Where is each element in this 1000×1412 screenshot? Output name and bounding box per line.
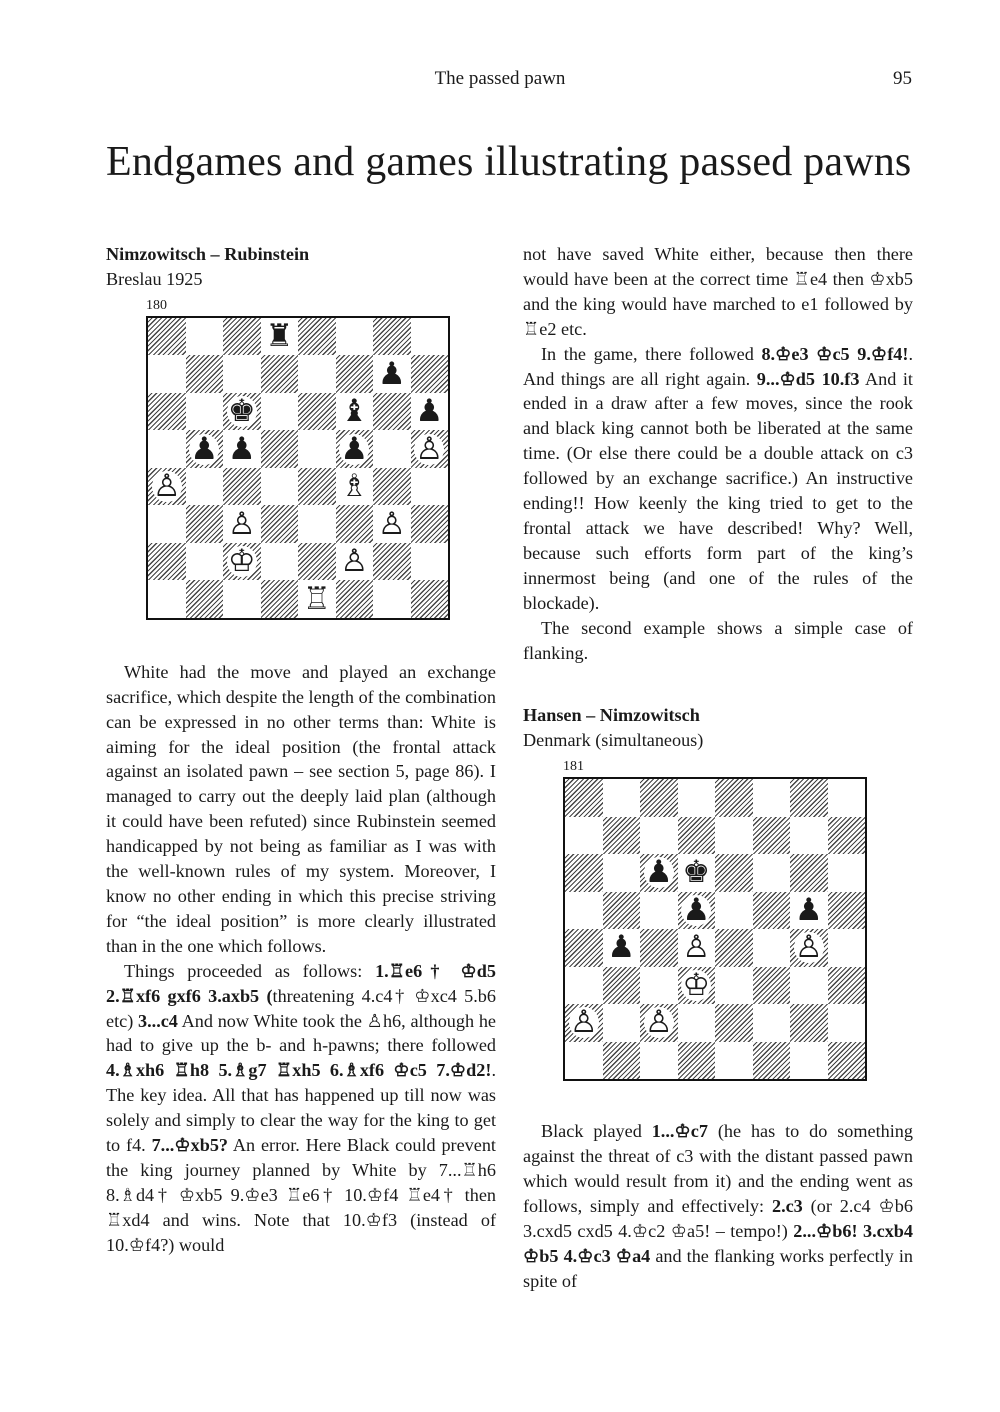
square-f3	[336, 505, 374, 543]
square-h8	[411, 318, 449, 356]
piece-d5: ♟	[682, 891, 711, 928]
square-a3	[565, 967, 603, 1005]
square-f7	[753, 817, 791, 855]
text-run: And it ended in a draw after a few moves, since the rook and black king cannot both be liberated at the same time. (Or else there could be a double attack on c3 followed by an exchange sacrifice.) An instructive ending!! How keenly the king tried to get to the frontal attack we have described! Why? Well, because such efforts form part of the king’s innermost being (and one of the rules of the blockade).	[523, 368, 913, 613]
square-d6	[261, 393, 299, 431]
text-run: An error. Here Black could prevent the king journey planned by White by 7...♖h6 8.♗d4† ♔xb5 9.♔e3 ♖e6† 10.♔f4 ♖e4† then ♖xd4 and wins. Note that 10.♔f3 (instead of 10.♔f4?) would	[106, 1135, 496, 1255]
square-a3	[148, 505, 186, 543]
piece-b4: ♟	[607, 929, 636, 966]
square-c2	[223, 543, 261, 581]
square-a8	[148, 318, 186, 356]
square-e8	[715, 779, 753, 817]
square-g2	[790, 1004, 828, 1042]
square-d3	[261, 505, 299, 543]
square-g2	[373, 543, 411, 581]
piece-f4: ♗	[340, 468, 369, 505]
square-e7	[298, 355, 336, 393]
square-h5	[411, 430, 449, 468]
text-run: Black played	[541, 1121, 652, 1142]
text-run: 2.c3	[771, 1195, 803, 1216]
square-a2	[148, 543, 186, 581]
square-h5	[828, 892, 866, 930]
square-h1	[828, 1042, 866, 1080]
square-d4	[678, 929, 716, 967]
square-f2	[336, 543, 374, 581]
text-run: (he has to do something against the threat of c3 with the distant passed pawn which would result from it) and the ending went as follows, simply and effectively:	[523, 1121, 913, 1216]
square-h3	[828, 967, 866, 1005]
running-head-title: The passed pawn	[434, 68, 566, 89]
piece-c3: ♙	[227, 505, 256, 542]
text-run: 1.♖e6† ♔d5 2.♖xf6 gxf6 3.axb5 (	[106, 960, 496, 1006]
square-h2	[411, 543, 449, 581]
square-c4	[223, 468, 261, 506]
square-d2	[678, 1004, 716, 1042]
square-c1	[223, 580, 261, 618]
text-run: 2...♔b6! 3.cxb4 ♔b5 4.♔c3 ♔a4	[523, 1220, 914, 1266]
square-g6	[790, 854, 828, 892]
square-f8	[336, 318, 374, 356]
right-paragraph-3: The second example shows a simple case of flanking.	[523, 617, 913, 663]
piece-c2: ♙	[644, 1004, 673, 1041]
square-b7	[186, 355, 224, 393]
square-e2	[298, 543, 336, 581]
square-c7	[223, 355, 261, 393]
square-g6	[373, 393, 411, 431]
square-g7	[373, 355, 411, 393]
square-c8	[223, 318, 261, 356]
square-b6	[603, 854, 641, 892]
right-paragraph-1: not have saved White either, because then there would have been at the correct time ♖e4 then ♔xb5 and the king would have marched to e1 followed by ♖e2 etc.	[523, 244, 913, 339]
square-h6	[828, 854, 866, 892]
game1-event: Breslau 1925	[106, 268, 203, 289]
square-f5	[336, 430, 374, 468]
square-c8	[640, 779, 678, 817]
square-b5	[186, 430, 224, 468]
square-a4	[148, 468, 186, 506]
square-e4	[715, 929, 753, 967]
square-h4	[411, 468, 449, 506]
diagram-181-number: 181	[563, 759, 584, 775]
square-b6	[186, 393, 224, 431]
square-d8	[261, 318, 299, 356]
piece-h5: ♙	[415, 430, 444, 467]
left-paragraph-1: White had the move and played an exchange sacrifice, which despite the length of the combination can be expressed in no other terms than: White is aiming for the ideal position (the frontal attack against an isolated pawn – see section 5, page 86). I managed to carry out the deeply laid plan (although it could have been refuted) since Rubinstein seemed handicapped by not being as familiar as I was with the well-known rules of my system. Moreover, I know no other ending in which this precise striving for “the ideal position” is more clearly illustrated than in the one which follows.	[106, 661, 496, 956]
square-g1	[790, 1042, 828, 1080]
square-e1	[298, 580, 336, 618]
text-run: In the game, there followed	[541, 343, 762, 364]
square-d4	[261, 468, 299, 506]
square-c3	[223, 505, 261, 543]
square-c5	[223, 430, 261, 468]
square-d7	[261, 355, 299, 393]
square-b5	[603, 892, 641, 930]
square-b4	[603, 929, 641, 967]
square-g4	[790, 929, 828, 967]
square-g3	[790, 967, 828, 1005]
square-f8	[753, 779, 791, 817]
piece-a4: ♙	[152, 468, 181, 505]
square-e5	[715, 892, 753, 930]
square-e5	[298, 430, 336, 468]
square-f7	[336, 355, 374, 393]
chapter-title: Endgames and games illustrating passed pawns	[106, 139, 912, 185]
square-f1	[336, 580, 374, 618]
text-run: 4.♗xh6 ♖h8 5.♗g7 ♖xh5 6.♗xf6 ♔c5 7.♔d2!	[106, 1060, 492, 1081]
diagram-180	[146, 298, 496, 620]
square-e2	[715, 1004, 753, 1042]
square-h1	[411, 580, 449, 618]
square-d1	[678, 1042, 716, 1080]
square-f4	[336, 468, 374, 506]
square-h8	[828, 779, 866, 817]
square-b2	[603, 1004, 641, 1042]
text-run: And now White took the ♙h6, although he had to give up the b- and h-pawns; there followed	[106, 1010, 496, 1056]
square-b4	[186, 468, 224, 506]
square-d8	[678, 779, 716, 817]
square-d5	[261, 430, 299, 468]
square-f2	[753, 1004, 791, 1042]
chess-board-180	[146, 316, 450, 620]
square-c2	[640, 1004, 678, 1042]
square-h7	[828, 817, 866, 855]
square-e3	[715, 967, 753, 1005]
square-f6	[753, 854, 791, 892]
square-e7	[715, 817, 753, 855]
square-d7	[678, 817, 716, 855]
text-run: Things proceeded as follows:	[124, 960, 376, 981]
text-run: 1...♔c7	[651, 1121, 708, 1142]
piece-d4: ♙	[682, 929, 711, 966]
square-f4	[753, 929, 791, 967]
square-d5	[678, 892, 716, 930]
diagram-181	[563, 759, 913, 1081]
right-paragraph-4	[523, 1119, 913, 1293]
square-g5	[790, 892, 828, 930]
text-run: (or 2.c4 ♔b6 3.cxd5 cxd5 4.♔c2 ♔a5! – tempo!)	[523, 1195, 913, 1241]
piece-d3: ♔	[682, 966, 711, 1003]
square-h4	[828, 929, 866, 967]
square-g8	[373, 318, 411, 356]
left-paragraph-2	[106, 959, 496, 1258]
square-g3	[373, 505, 411, 543]
text-run: 9...♔d5 10.f3	[756, 368, 860, 389]
piece-f6: ♝	[340, 393, 369, 430]
square-h6	[411, 393, 449, 431]
piece-f5: ♟	[340, 430, 369, 467]
square-c3	[640, 967, 678, 1005]
diagram-180-number: 180	[146, 297, 167, 313]
square-b1	[603, 1042, 641, 1080]
page-number: 95	[893, 68, 912, 89]
square-g7	[790, 817, 828, 855]
square-a7	[148, 355, 186, 393]
square-e8	[298, 318, 336, 356]
text-run: . The key idea. All that has happened up till now was solely and simply to clear the way for the king to get to f4.	[106, 1060, 496, 1156]
text-run: 3...c4	[138, 1010, 178, 1031]
square-c5	[640, 892, 678, 930]
square-h3	[411, 505, 449, 543]
square-a8	[565, 779, 603, 817]
piece-d8: ♜	[265, 318, 294, 355]
square-a5	[148, 430, 186, 468]
square-a4	[565, 929, 603, 967]
square-a1	[565, 1042, 603, 1080]
square-e4	[298, 468, 336, 506]
text-run: . And things are all right again.	[523, 343, 913, 389]
square-g1	[373, 580, 411, 618]
square-b7	[603, 817, 641, 855]
text-run: and the flanking works perfectly in spite of	[523, 1245, 913, 1291]
square-f1	[753, 1042, 791, 1080]
piece-c2: ♔	[227, 543, 256, 580]
piece-c6: ♚	[227, 393, 256, 430]
square-d6	[678, 854, 716, 892]
square-b3	[186, 505, 224, 543]
piece-c6: ♟	[644, 854, 673, 891]
square-a7	[565, 817, 603, 855]
square-b3	[603, 967, 641, 1005]
right-paragraph-2	[523, 342, 913, 616]
square-h2	[828, 1004, 866, 1042]
chess-board-181	[563, 777, 867, 1081]
square-c4	[640, 929, 678, 967]
piece-g4: ♙	[794, 929, 823, 966]
game2-players: Hansen – Nimzowitsch	[523, 705, 700, 726]
text-run: threatening 4.c4† ♔xc4 5.b6 etc)	[106, 985, 496, 1031]
left-column	[106, 242, 496, 1258]
square-e6	[715, 854, 753, 892]
piece-e1: ♖	[302, 580, 331, 617]
square-e1	[715, 1042, 753, 1080]
game1-players: Nimzowitsch – Rubinstein	[106, 244, 310, 264]
square-c6	[223, 393, 261, 431]
square-d1	[261, 580, 299, 618]
game2-event: Denmark (simultaneous)	[523, 730, 704, 751]
square-g4	[373, 468, 411, 506]
right-column	[523, 242, 913, 1294]
square-b8	[603, 779, 641, 817]
piece-c5: ♟	[227, 430, 256, 467]
square-c6	[640, 854, 678, 892]
square-a1	[148, 580, 186, 618]
square-f6	[336, 393, 374, 431]
square-h7	[411, 355, 449, 393]
square-d2	[261, 543, 299, 581]
piece-f2: ♙	[340, 543, 369, 580]
square-c1	[640, 1042, 678, 1080]
text-run: 7...♔xb5?	[151, 1135, 229, 1156]
square-a6	[148, 393, 186, 431]
square-a6	[565, 854, 603, 892]
piece-d6: ♚	[682, 854, 711, 891]
piece-g3: ♙	[377, 505, 406, 542]
square-b2	[186, 543, 224, 581]
piece-g5: ♟	[794, 891, 823, 928]
square-c7	[640, 817, 678, 855]
square-a2	[565, 1004, 603, 1042]
piece-b5: ♟	[190, 430, 219, 467]
piece-a2: ♙	[569, 1004, 598, 1041]
square-d3	[678, 967, 716, 1005]
square-f3	[753, 967, 791, 1005]
square-b8	[186, 318, 224, 356]
piece-h6: ♟	[415, 393, 444, 430]
square-e6	[298, 393, 336, 431]
text-run: 8.♔e3 ♔c5 9.♔f4!	[761, 343, 909, 364]
square-b1	[186, 580, 224, 618]
square-e3	[298, 505, 336, 543]
square-g5	[373, 430, 411, 468]
square-f5	[753, 892, 791, 930]
square-g8	[790, 779, 828, 817]
square-a5	[565, 892, 603, 930]
piece-g7: ♟	[377, 355, 406, 392]
